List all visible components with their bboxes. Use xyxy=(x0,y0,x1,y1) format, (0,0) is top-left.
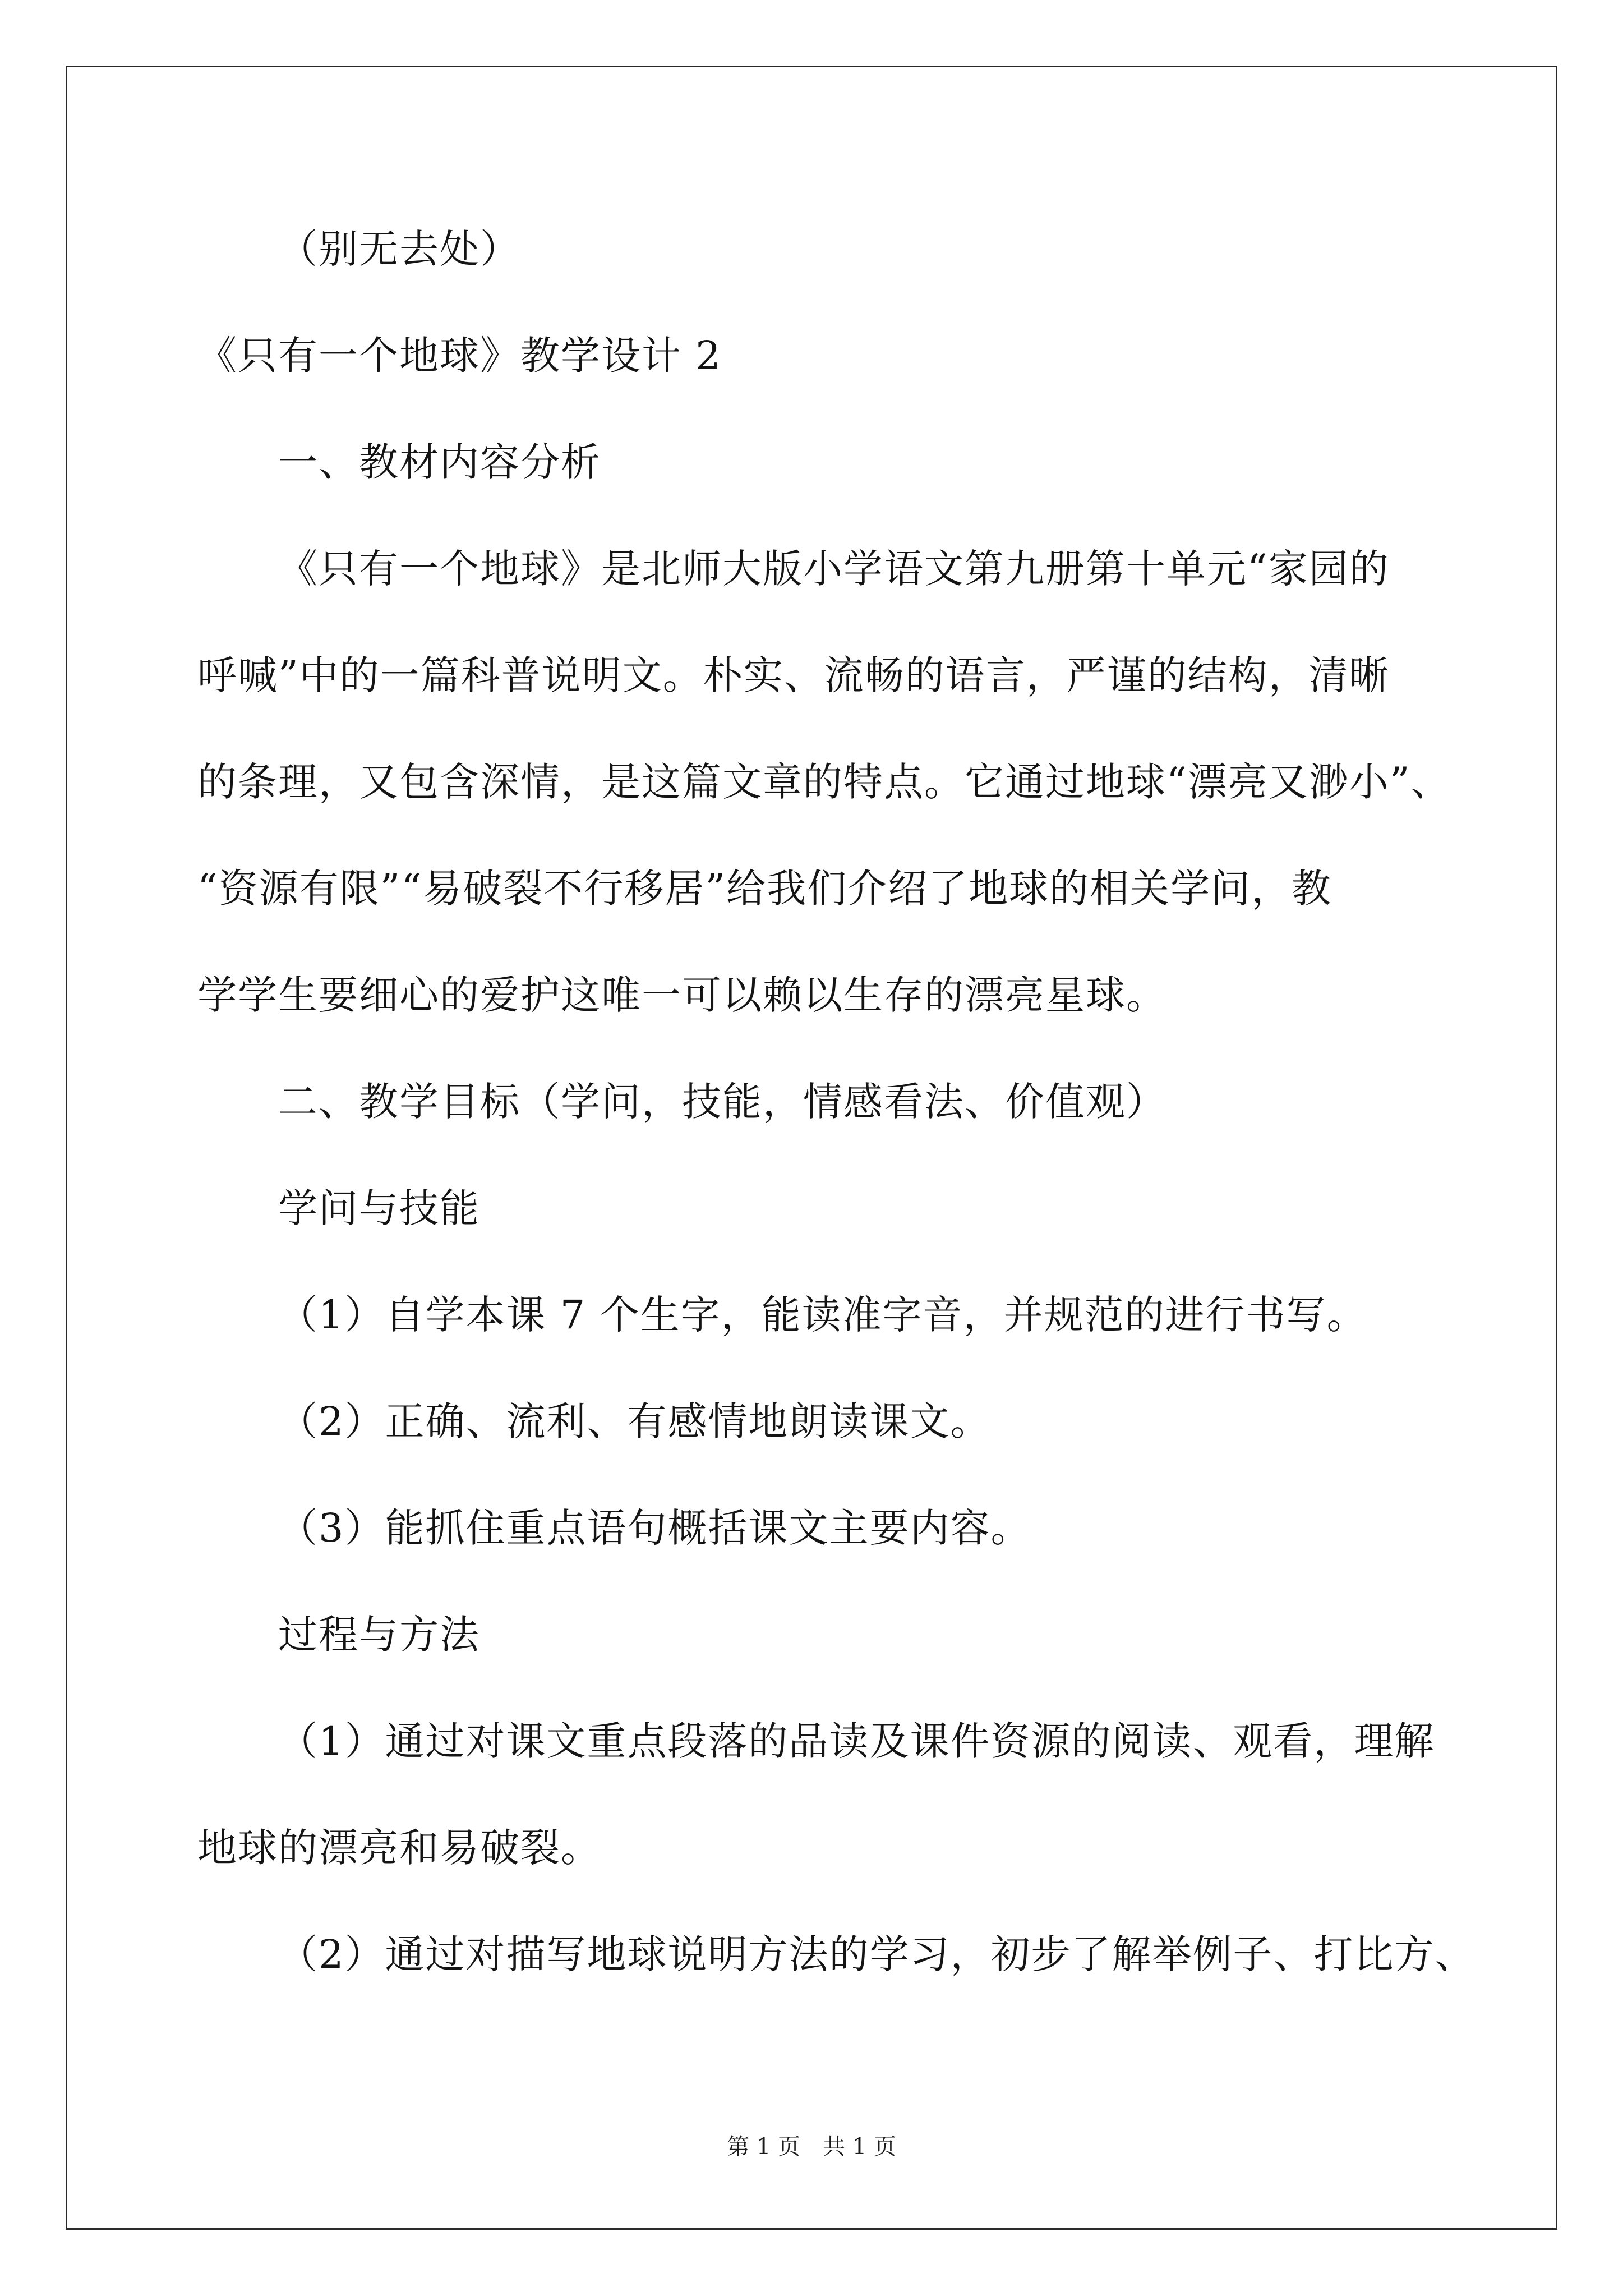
section-heading: 一、教材内容分析 xyxy=(278,439,601,485)
list-item: （1）通过对课文重点段落的品读及课件资源的阅读、观看，理解 xyxy=(278,1718,1435,1764)
paragraph-line: 呼喊”中的一篇科普说明文。朴实、流畅的语言，严谨的结构，清晰 xyxy=(197,652,1390,698)
subsection-heading: 过程与方法 xyxy=(278,1612,480,1658)
paragraph-line: “资源有限”“易破裂不行移居”给我们介绍了地球的相关学问，教 xyxy=(197,866,1332,912)
paragraph-line: 《只有一个地球》是北师大版小学语文第九册第十单元“家园的 xyxy=(278,546,1390,592)
list-item: （3）能抓住重点语句概括课文主要内容。 xyxy=(278,1505,1031,1551)
page-border xyxy=(66,66,1557,2230)
document-title: 《只有一个地球》教学设计 2 xyxy=(197,333,722,379)
section-heading: 二、教学目标（学问，技能，情感看法、价值观） xyxy=(278,1079,1166,1125)
subsection-heading: 学问与技能 xyxy=(278,1185,480,1231)
paragraph-line: （别无去处） xyxy=(278,226,520,272)
list-item: （2）通过对描写地球说明方法的学习，初步了解举例子、打比方、 xyxy=(278,1931,1476,1977)
page-number-footer: 第 1 页 共 1 页 xyxy=(727,2134,896,2160)
paragraph-line: 的条理，又包含深情，是这篇文章的特点。它通过地球“漂亮又渺小”、 xyxy=(197,759,1451,805)
list-item: （1）自学本课 7 个生字，能读准字音，并规范的进行书写。 xyxy=(278,1292,1367,1338)
list-item: （2）正确、流利、有感情地朗读课文。 xyxy=(278,1398,991,1444)
paragraph-line: 学学生要细心的爱护这唯一可以赖以生存的漂亮星球。 xyxy=(197,972,1166,1018)
list-item-continuation: 地球的漂亮和易破裂。 xyxy=(197,1825,601,1871)
